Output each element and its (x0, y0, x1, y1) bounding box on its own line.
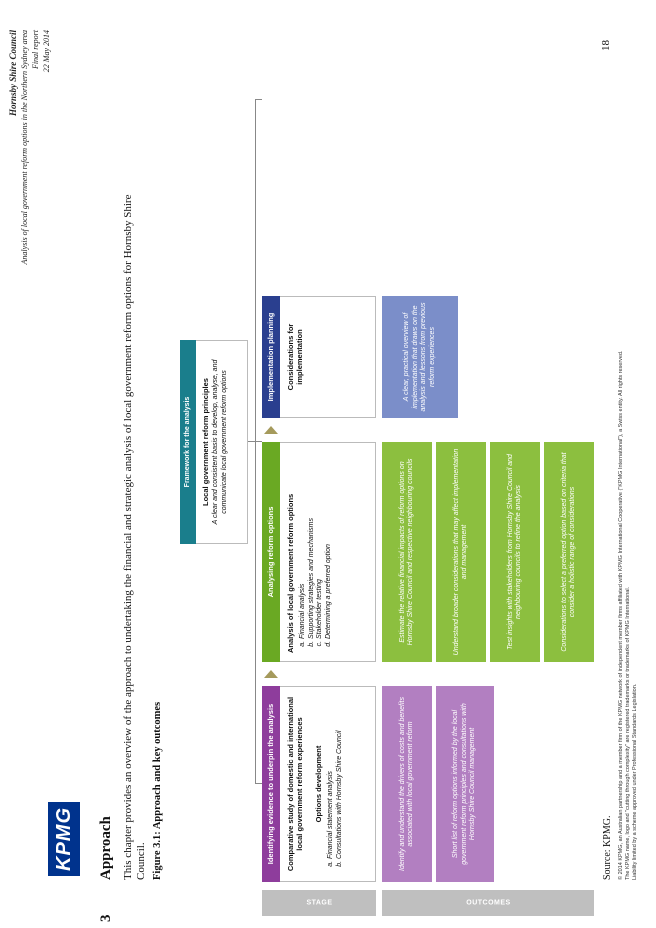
framework-bar: Framework for the analysis (180, 340, 196, 544)
framework-description: A clear and consistent basis to develop, analyse, and communicate local government reform options (212, 359, 228, 525)
footer-line: © 2014 KPMG, an Australian partnership and a member firm of the KPMG network of independent member firms affiliated with KPMG International Cooperative ("KPMG International"), a Swiss entity. All rights reserved. (618, 350, 624, 880)
chevron-right-icon (264, 670, 278, 678)
stage-1-list (327, 695, 344, 873)
stage-1-box (280, 686, 376, 882)
stage-2-box (280, 442, 376, 662)
outcome-box: Estimate the relative financial impacts of reform options on Hornsby Shire Council and respective neighbouring councils (382, 442, 432, 662)
stage-3-bar: Implementation planning (262, 296, 280, 418)
stage-1-title: Comparative study of domestic and international local government reform experiences (286, 696, 304, 872)
stage-1-bar: Identifying evidence to underpin the analysis (262, 686, 280, 882)
kpmg-logo: KPMG (48, 802, 80, 876)
stage-2-bar: Analysing reform options (262, 442, 280, 662)
figure-title: Figure 3.1: Approach and key outcomes (152, 701, 163, 880)
footer-line: Liability limited by a scheme approved under Professional Standards Legislation. (632, 683, 638, 880)
chevron-right-icon (264, 426, 278, 434)
connector-line (255, 99, 262, 100)
row-label-outcomes (382, 890, 594, 916)
stage-2-title: Analysis of local government reform options (286, 493, 295, 653)
list-item: d. Determining a preferred option (325, 451, 334, 639)
stage-3-title: Considerations for implementation (286, 323, 304, 391)
header-report-title: Analysis of local government reform options in the Northern Sydney area (20, 30, 29, 265)
outcome-box: A clear, practical overview of implementation that draws on the analysis and lessons from previous reform experiences (382, 296, 458, 418)
running-header (8, 30, 52, 264)
header-date: 22 May 2014 (42, 30, 51, 73)
chapter-number: 3 (98, 914, 114, 922)
outcome-box: Considerations to select a preferred option based on criteria that consider a holistic range of considerations (544, 442, 594, 662)
outcome-box: Understand broader considerations that may affect implementation and management (436, 442, 486, 662)
footer-line: The KPMG name, logo and "cutting through complexity" are registered trademarks or trademarks of KPMG International. (625, 586, 631, 880)
stage-2-list (299, 451, 333, 653)
framework-box (196, 340, 248, 544)
connector-line (255, 783, 262, 784)
header-council: Hornsby Shire Council (8, 30, 18, 117)
list-item: c. Stakeholder testing (316, 451, 325, 639)
outcome-box: Short list of reform options informed by the local government reform principles and consultations with Hornsby Shire Council management (436, 686, 494, 882)
list-item: a. Financial analysis (299, 451, 308, 639)
list-item: a. Financial statement analysis (327, 695, 336, 859)
row-label-outcomes-text: OUTCOMES (465, 899, 511, 907)
list-item: b. Supporting strategies and mechanisms (308, 451, 317, 639)
row-label-stage-text: STAGE (305, 899, 333, 907)
stage-1-subtitle: Options development (314, 745, 323, 823)
connector-line (248, 441, 255, 442)
outcome-box: Test insights with stakeholders from Hornsby Shire Council and neighbouring councils to refine the analysis (490, 442, 540, 662)
figure-source: Source: KPMG. (602, 815, 613, 880)
connector-line (255, 441, 262, 442)
legal-footer (618, 200, 639, 880)
outcome-box: Identify and understand the drivers of costs and benefits associated with local government reform (382, 686, 432, 882)
chapter-title: Approach (98, 816, 114, 880)
row-label-stage (262, 890, 376, 916)
chapter-intro: This chapter provides an overview of the approach to undertaking the financial and strategic analysis of local government reform options for Hornsby Shire Council. (122, 194, 147, 880)
page-number: 18 (600, 40, 612, 51)
list-item: b. Consultations with Hornsby Shire Council (336, 695, 345, 859)
framework-title: Local government reform principles (201, 378, 210, 506)
header-report-type: Final report (31, 30, 40, 70)
stage-3-box (280, 296, 376, 418)
